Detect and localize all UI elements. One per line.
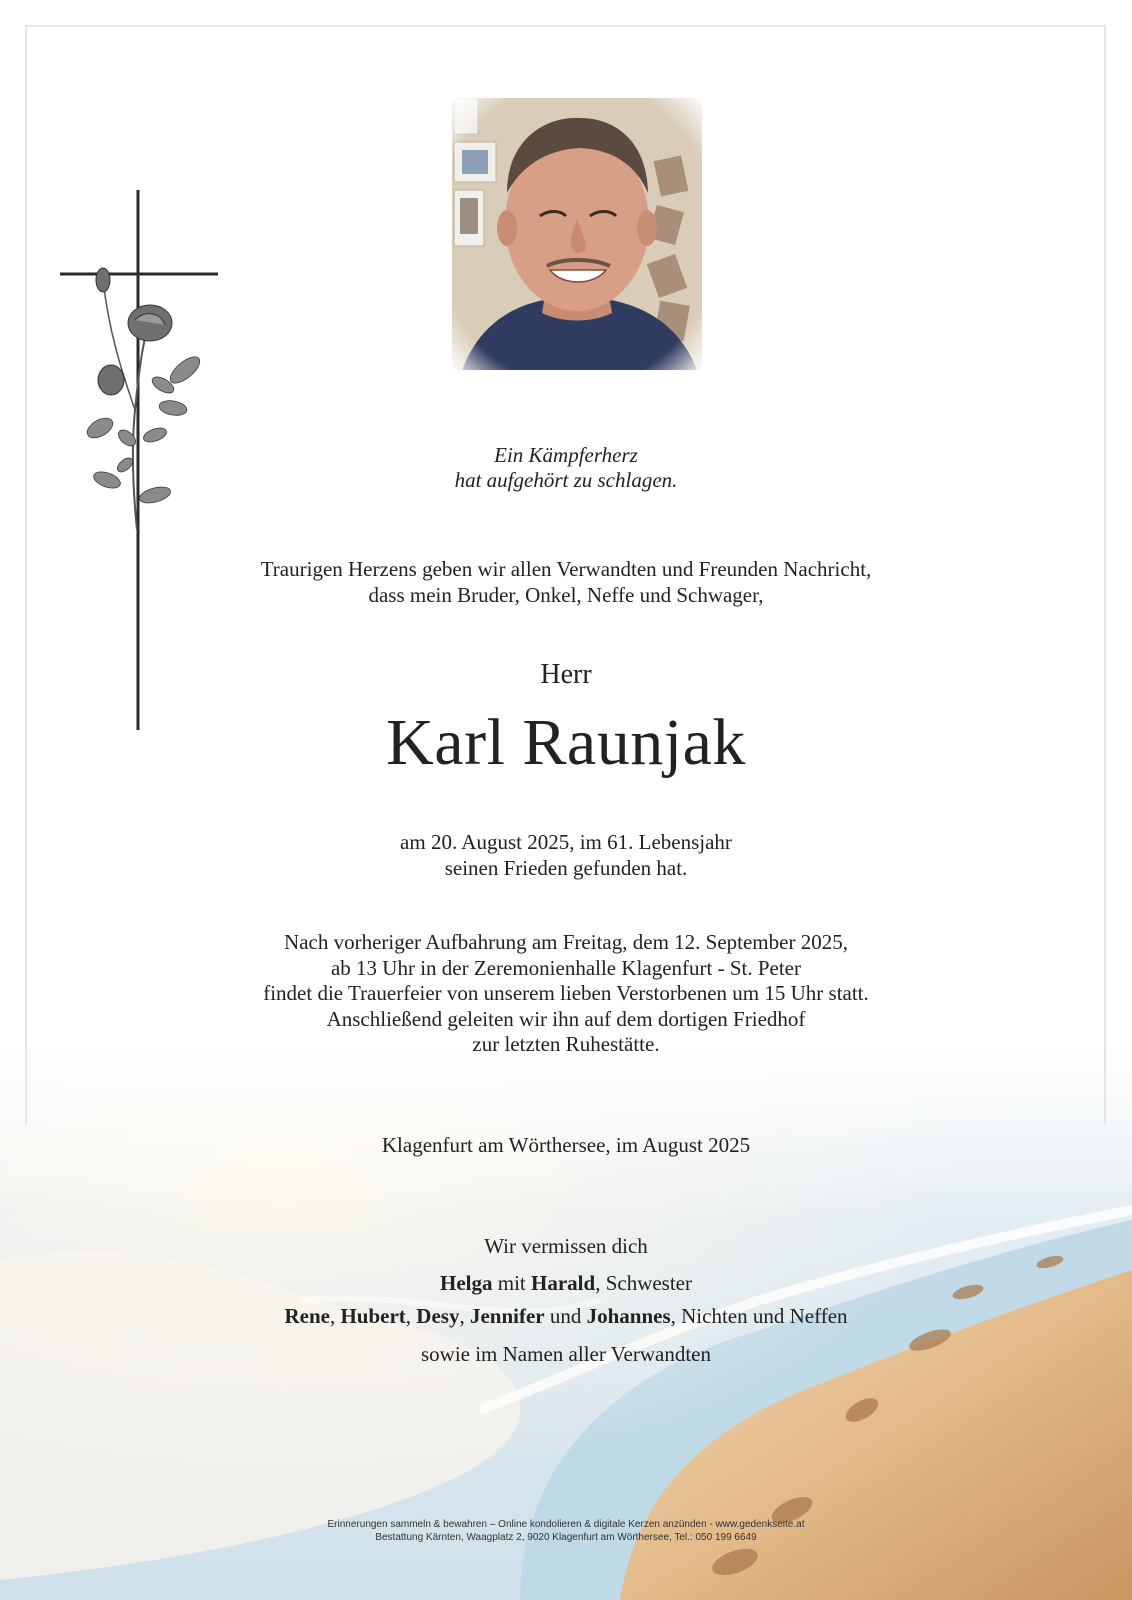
funeral-line: Nach vorheriger Aufbahrung am Freitag, dem 12. September 2025,: [284, 930, 848, 954]
mourners-nieces-nephews: Rene, Hubert, Desy, Jennifer und Johannes, Nichten und Neffen: [284, 1304, 848, 1328]
conjunction: und: [549, 1304, 582, 1328]
announcement-intro: [0, 556, 1132, 608]
funeral-details: [0, 930, 1132, 1058]
mourners-relatives: sowie im Namen aller Verwandten: [420, 1342, 712, 1366]
mourner-role: , Nichten und Neffen: [670, 1304, 848, 1328]
death-notice: [0, 829, 1132, 881]
intro-line: dass mein Bruder, Onkel, Neffe und Schwager,: [368, 583, 764, 607]
funeral-line: ab 13 Uhr in der Zeremonienhalle Klagenfurt - St. Peter: [330, 955, 801, 980]
footer-line: Erinnerungen sammeln & bewahren – Online kondolieren & digitale Kerzen anzünden - www.gedenkseite.at: [327, 1519, 805, 1530]
mourners-sister: [0, 1270, 1132, 1296]
funeral-line: findet die Trauerfeier von unserem lieben Verstorbenen um 15 Uhr statt.: [263, 981, 869, 1005]
funeral-line: Anschließend geleiten wir ihn auf dem dortigen Friedhof: [326, 1006, 806, 1031]
death-line: seinen Frieden gefunden hat.: [444, 856, 688, 880]
mourner-name: Rene: [284, 1304, 330, 1328]
funeral-line: zur letzten Ruhestätte.: [472, 1032, 660, 1056]
motto-line: hat aufgehört zu schlagen.: [454, 468, 678, 492]
memorial-motto: [0, 443, 1132, 493]
mourner-name: Desy: [416, 1304, 460, 1328]
intro-line: Traurigen Herzens geben wir allen Verwandten und Freunden Nachricht,: [260, 557, 872, 581]
mourner-name: Hubert: [340, 1304, 406, 1328]
footer-line: Bestattung Kärnten, Waagplatz 2, 9020 Klagenfurt am Wörthersee, Tel.: 050 199 6649: [375, 1532, 757, 1543]
deceased-name: Karl Raunjak: [386, 706, 746, 779]
conjunction: mit: [497, 1271, 526, 1295]
mourner-role: , Schwester: [595, 1271, 692, 1295]
death-line: am 20. August 2025, im 61. Lebensjahr: [400, 830, 732, 854]
mourners-missing: Wir vermissen dich: [484, 1234, 648, 1258]
salutation: Herr: [540, 659, 592, 690]
mourner-name: Johannes: [586, 1304, 671, 1328]
place-date: Klagenfurt am Wörthersee, im August 2025: [381, 1133, 751, 1157]
mourner-name: Harald: [531, 1271, 596, 1295]
motto-line: Ein Kämpferherz: [494, 443, 638, 467]
footer: [0, 1518, 1132, 1544]
mourner-name: Helga: [440, 1271, 493, 1295]
mourner-name: Jennifer: [469, 1304, 545, 1328]
portrait-photo: [452, 98, 702, 370]
